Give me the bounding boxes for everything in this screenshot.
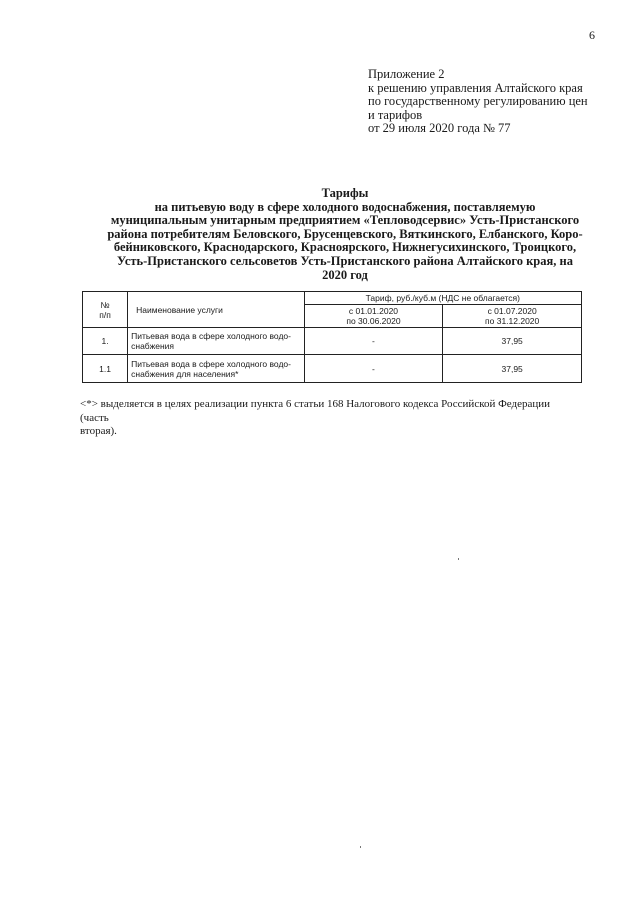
table-row	[83, 328, 582, 355]
header-period2-cell	[443, 305, 582, 328]
appendix-date-line: от 29 июля 2020 года № 77	[368, 121, 511, 136]
header-service-cell	[128, 292, 305, 328]
table-header-row	[83, 292, 582, 305]
header-tariff-cell	[304, 292, 581, 305]
footnote-line: вторая).	[80, 425, 117, 437]
title-line: Усть-Пристанского сельсоветов Усть-Пристанского района Алтайского края, на	[117, 253, 573, 268]
row-period1-value: -	[304, 355, 443, 383]
header-num: №	[100, 299, 110, 310]
row-num: 1.1	[83, 355, 128, 383]
appendix-line: по государственному регулированию цен	[368, 94, 588, 109]
page-number: 6	[589, 28, 595, 42]
row-period2-value: 37,95	[443, 328, 582, 355]
title-line: 2020 год	[322, 267, 368, 282]
row-service-cont: снабжения для населения*	[131, 368, 239, 379]
footnote-line: <*> выделяется в целях реализации пункта 6 статьи 168 Налогового кодекса Российской Федерации (часть	[80, 398, 551, 424]
row-period2-value: 37,95	[443, 355, 582, 383]
header-period1-cell	[304, 305, 443, 328]
tariff-table	[82, 291, 582, 383]
header-tariff: Тариф, руб./куб.м (НДС не облагается)	[365, 293, 520, 303]
header-period2-from: с 01.07.2020	[487, 306, 537, 316]
document-title	[70, 187, 620, 282]
table-row	[83, 355, 582, 383]
header-period1-from: с 01.01.2020	[348, 306, 399, 316]
header-period1-to: по 30.06.2020	[346, 316, 401, 326]
header-num-sub: п/п	[99, 309, 111, 320]
row-service-cell	[128, 355, 305, 383]
appendix-header	[368, 68, 588, 136]
title-line: района потребителям Беловского, Брусенцевского, Вяткинского, Елбанского, Коро-	[107, 226, 583, 241]
appendix-line: Приложение 2	[368, 67, 445, 81]
scan-speck	[360, 846, 361, 848]
row-service: Питьевая вода в сфере холодного водо-	[131, 331, 291, 341]
row-service-cell	[128, 328, 305, 355]
title-line: бейниковского, Краснодарского, Красноярского, Нижнегусихинского, Троицкого,	[113, 240, 577, 255]
footnote	[80, 398, 580, 439]
title-line: Тарифы	[321, 186, 369, 200]
scan-speck	[458, 558, 459, 560]
row-period1-value: -	[304, 328, 443, 355]
row-num: 1.	[83, 328, 128, 355]
appendix-line: к решению управления Алтайского края	[368, 80, 583, 95]
appendix-line: и тарифов	[368, 107, 423, 122]
header-period2-to: по 31.12.2020	[485, 316, 540, 326]
row-service: Питьевая вода в сфере холодного водо-	[131, 358, 291, 369]
header-num-cell	[83, 292, 128, 328]
header-service: Наименование услуги	[136, 304, 223, 315]
title-line: на питьевую воду в сфере холодного водоснабжения, поставляемую	[154, 199, 536, 214]
title-line: муниципальным унитарным предприятием «Тепловодсервис» Усть-Пристанского	[110, 213, 580, 228]
row-service-cont: снабжения	[131, 341, 175, 351]
